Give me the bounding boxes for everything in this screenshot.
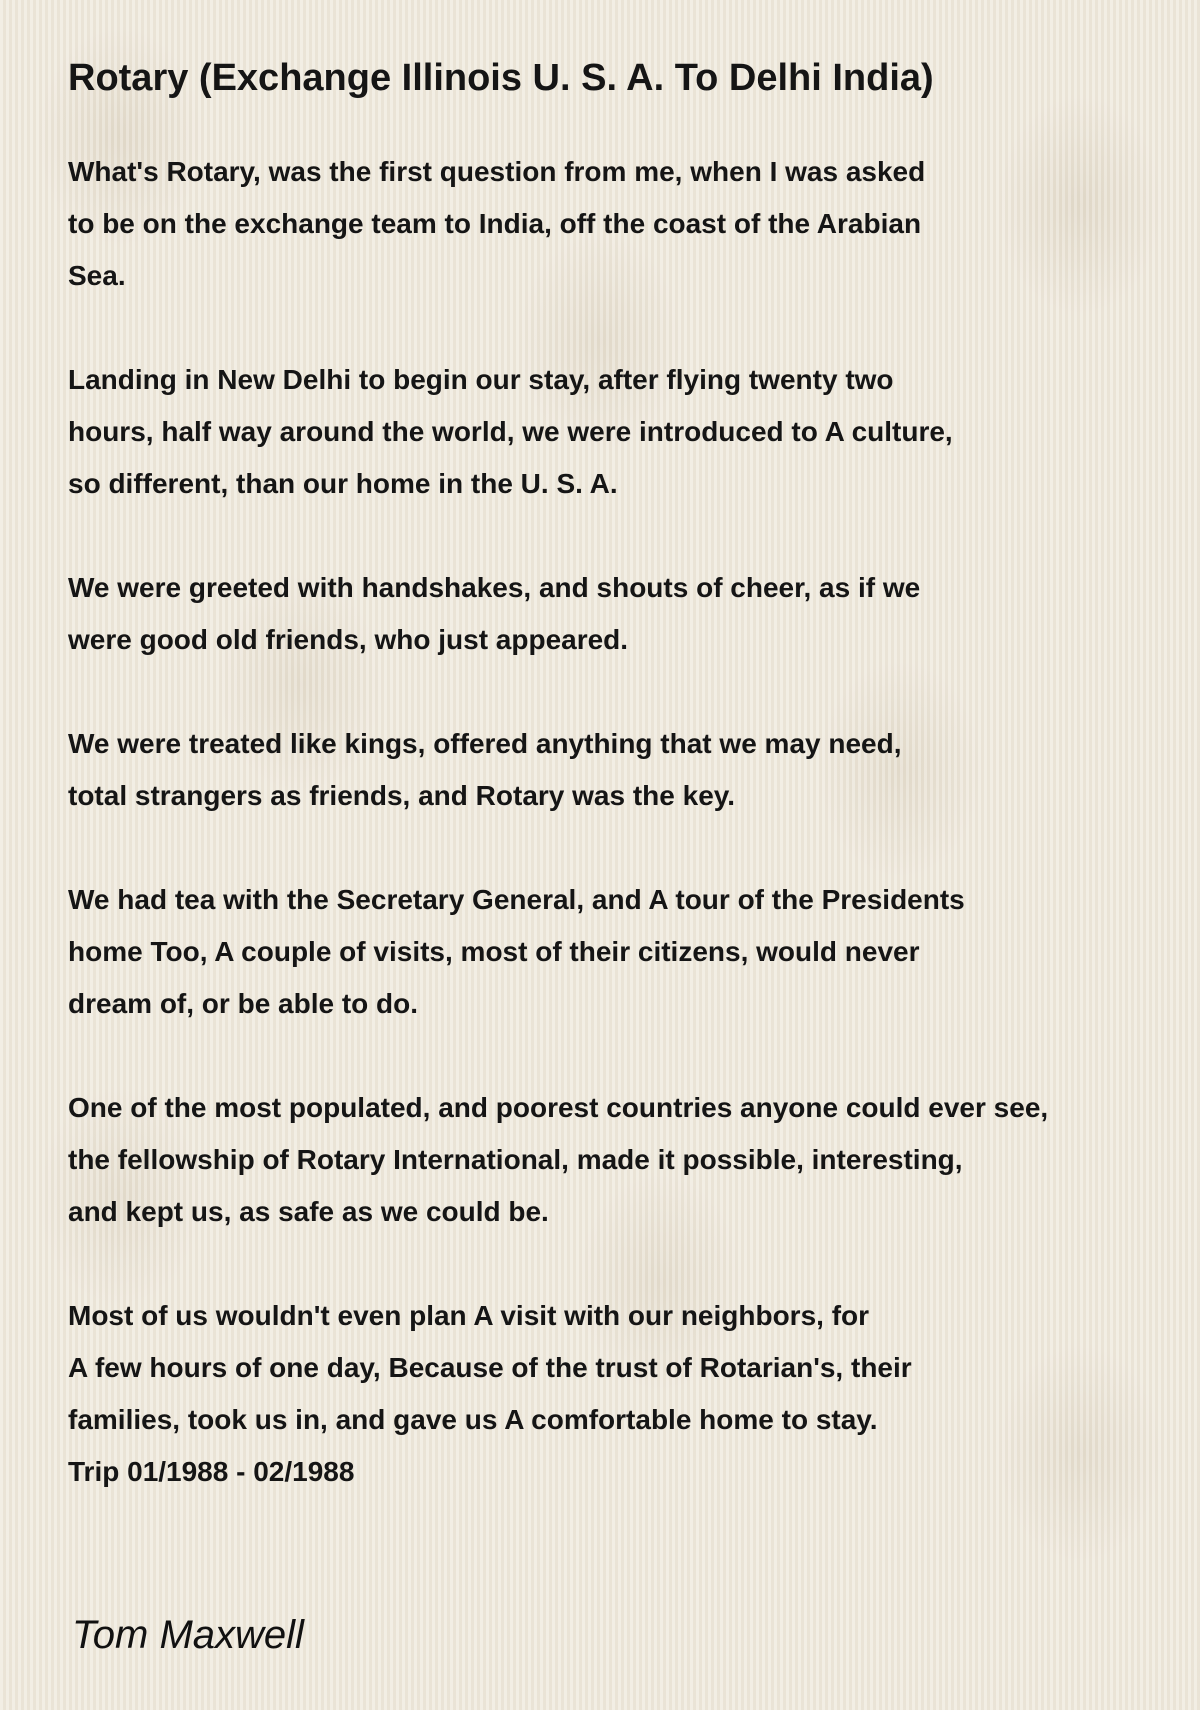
poem-container [68, 52, 1200, 1498]
poem-line: A few hours of one day, Because of the trust of Rotarian's, their [68, 1352, 912, 1383]
stanza-7 [68, 1290, 1200, 1498]
poem-line: the fellowship of Rotary International, made it possible, interesting, [68, 1144, 963, 1175]
poem-line: What's Rotary, was the first question from me, when I was asked [68, 156, 926, 187]
poem-line: Landing in New Delhi to begin our stay, after flying twenty two [68, 364, 894, 395]
poem-line: home Too, A couple of visits, most of their citizens, would never [68, 936, 920, 967]
stanza-2 [68, 354, 1200, 510]
poem-line: We were treated like kings, offered anything that we may need, [68, 728, 902, 759]
stanza-3 [68, 562, 1200, 666]
poem-line: We were greeted with handshakes, and shouts of cheer, as if we [68, 572, 921, 603]
poem-line: total strangers as friends, and Rotary was the key. [68, 780, 736, 811]
stanza-6 [68, 1082, 1200, 1238]
trip-dates-line: Trip 01/1988 - 02/1988 [68, 1456, 355, 1487]
poem-line: One of the most populated, and poorest countries anyone could ever see, [68, 1092, 1049, 1123]
poem-line: Sea. [68, 260, 126, 291]
poem-line: dream of, or be able to do. [68, 988, 419, 1019]
poem-line: to be on the exchange team to India, off the coast of the Arabian [68, 208, 922, 239]
stanza-1 [68, 146, 1200, 302]
poem-line: and kept us, as safe as we could be. [68, 1196, 549, 1227]
stanza-5 [68, 874, 1200, 1030]
poem-line: so different, than our home in the U. S. A. [68, 468, 618, 499]
poem-body [68, 146, 1200, 1498]
author-name: Tom Maxwell [72, 1613, 304, 1657]
poem-line: Most of us wouldn't even plan A visit with our neighbors, for [68, 1300, 870, 1331]
poem-line: were good old friends, who just appeared. [68, 624, 629, 655]
poem-line: We had tea with the Secretary General, and A tour of the Presidents [68, 884, 965, 915]
poem-line: families, took us in, and gave us A comfortable home to stay. [68, 1404, 878, 1435]
stanza-4 [68, 718, 1200, 822]
poem-title: Rotary (Exchange Illinois U. S. A. To Delhi India) [68, 57, 934, 99]
poem-line: hours, half way around the world, we were introduced to A culture, [68, 416, 953, 447]
